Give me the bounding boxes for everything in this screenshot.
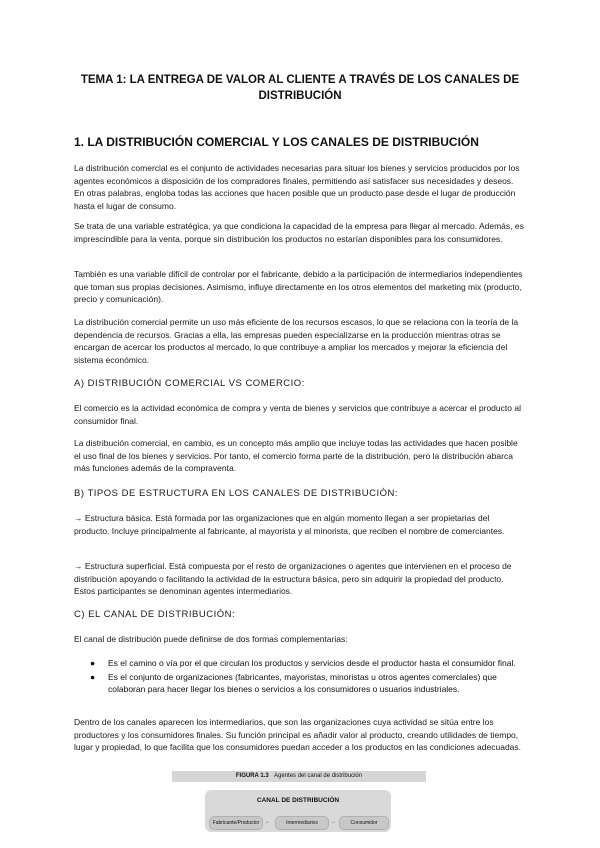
list-item <box>74 671 524 696</box>
paragraph: → Estructura superficial. Está compuesta por el resto de organizaciones o agentes que intervienen en el proceso de distribución apoyando o facilitando la actividad de la estructura básica, pero sin adquirir la propiedad del producto. Estos participantes se denominan agentes intermediarios. <box>74 561 512 596</box>
diagram-node-consumer: Consumidor <box>339 816 389 830</box>
paragraph: El comercio es la actividad económica de compra y venta de bienes y servicios que contribuye a acercar el producto al consumidor final. <box>74 403 521 426</box>
subsection-heading-b: B) TIPOS DE ESTRUCTURA EN LOS CANALES DE DISTRIBUCIÓN: <box>74 488 399 499</box>
paragraph: Se trata de una variable estratégica, ya que condiciona la capacidad de la empresa para llegar al mercado. Además, es imprescindible para la venta, porque sin distribución los productos no estarían disponibles para los consumidores. <box>74 221 524 244</box>
list-item-text: Es el camino o vía por el que circulan los productos y servicios desde el productor hasta el consumidor final. <box>108 658 516 668</box>
section-heading: 1. LA DISTRIBUCIÓN COMERCIAL Y LOS CANALES DE DISTRIBUCIÓN <box>74 135 479 149</box>
subsection-heading-c: C) EL CANAL DE DISTRIBUCIÓN: <box>74 609 236 620</box>
paragraph: El canal de distribución puede definirse de dos formas complementarias: <box>74 634 348 644</box>
arrow-right-icon: → <box>264 819 270 825</box>
bullet-icon: ● <box>90 671 96 682</box>
diagram-title: CANAL DE DISTRIBUCIÓN <box>256 797 340 804</box>
figure-label: FIGURA 1.3 <box>235 773 269 779</box>
bullet-icon: ● <box>90 658 96 668</box>
list-item <box>74 657 524 670</box>
paragraph: La distribución comercial es el conjunto de actividades necesarias para situar los bienes y servicios producidos por los agentes económicos a disposición de los compradores finales, permitiendo así satisfacer sus necesidades y deseos. En otras palabras, engloba todas las acciones que hacen posible que un producto pase desde el lugar de producción hasta el lugar de consumo. <box>74 163 520 211</box>
paragraph: → Estructura básica. Está formada por las organizaciones que en algún momento llegan a ser propietarias del producto. Incluye principalmente al fabricante, al mayorista y al minorista, que reciben el nombre de comerciantes. <box>74 513 505 536</box>
list-item-text: Es el conjunto de organizaciones (fabricantes, mayoristas, minoristas u otros agentes comerciales) que colaboran para hacer llegar los bienes o servicios a los consumidores o usuarios industriales. <box>108 671 497 694</box>
arrow-right-icon: → <box>330 819 336 825</box>
figure-caption <box>172 771 426 782</box>
figure-caption-text: Agentes del canal de distribución <box>274 773 363 779</box>
diagram-node-producer: Fabricante/Productor <box>209 816 263 830</box>
figure-diagram <box>205 790 391 832</box>
paragraph: La distribución comercial, en cambio, es un concepto más amplio que incluye todas las actividades que hacen posible el uso final de los bienes y servicios. Por tanto, el comercio forma parte de la distribución, pero la distribución abarca más funciones además de la compraventa. <box>74 438 518 473</box>
bullet-list <box>74 657 524 697</box>
paragraph: Dentro de los canales aparecen los intermediarios, que son las organizaciones cuya actividad se sitúa entre los productores y los consumidores finales. Su función principal es añadir valor al producto, creando utilidades de tiempo, lugar y propiedad, lo que facilita que los consumidores puedan acceder a los productos en las condiciones adecuadas. <box>74 717 522 752</box>
paragraph: También es una variable difícil de controlar por el fabricante, debido a la participación de intermediarios independientes que toman sus propias decisiones. Asimismo, influye directamente en los otros elementos del marketing mix (producto, precio y comunicación). <box>74 269 523 304</box>
document-title: TEMA 1: LA ENTREGA DE VALOR AL CLIENTE A TRAVÉS DE LOS CANALES DE DISTRIBUCIÓN <box>80 74 520 102</box>
paragraph: La distribución comercial permite un uso más eficiente de los recursos escasos, lo que se relaciona con la teoría de la dependencia de recursos. Gracias a ella, las empresas pueden especializarse en la producción mientras otras se encargan de acercar los productos al mercado, lo que contribuye a ampliar los mercados y mejorar la eficiencia del sistema económico. <box>74 317 519 365</box>
subsection-heading-a: A) DISTRIBUCIÓN COMERCIAL VS COMERCIO: <box>74 378 305 389</box>
diagram-node-intermediaries: Intermediarios <box>275 816 329 830</box>
